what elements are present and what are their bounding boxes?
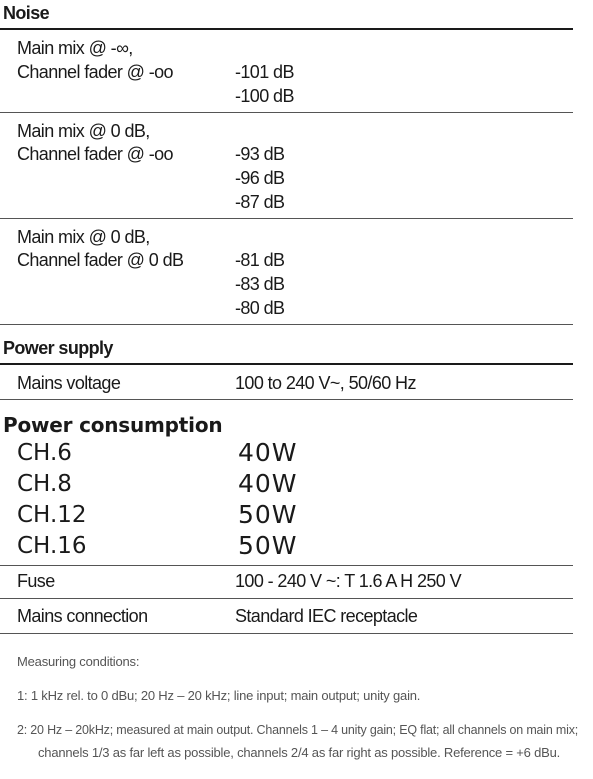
noise-section-title: Noise <box>3 3 50 23</box>
watts-value-ch16: 50W <box>238 531 298 560</box>
noise-group-1-value-2: -100 dB <box>235 86 294 106</box>
noise-group-1-label-2: Channel fader @ -oo <box>17 62 173 82</box>
fuse-label: Fuse <box>17 571 55 591</box>
divider <box>0 28 573 30</box>
noise-group-2-value-3: -87 dB <box>235 192 285 212</box>
divider <box>0 399 573 400</box>
footnote-2-line-2: channels 1/3 as far left as possible, channels 2/4 as far right as possible. Reference = +6 dBu. <box>38 745 561 760</box>
divider <box>0 565 573 566</box>
divider <box>0 112 573 113</box>
footnote-1: 1: 1 kHz rel. to 0 dBu; 20 Hz – 20 kHz; line input; main output; unity gain. <box>17 688 421 703</box>
watts-value-ch8: 40W <box>238 469 298 498</box>
channel-label-ch12: CH.12 <box>17 502 87 528</box>
mains-connection-label: Mains connection <box>17 606 148 626</box>
channel-label-ch6: CH.6 <box>17 440 72 466</box>
divider <box>0 363 573 365</box>
noise-group-3-value-3: -80 dB <box>235 298 285 318</box>
noise-group-1-value-1: -101 dB <box>235 62 294 82</box>
mains-voltage-value: 100 to 240 V~, 50/60 Hz <box>235 373 416 393</box>
divider <box>0 324 573 325</box>
measuring-conditions-heading: Measuring conditions: <box>17 654 140 669</box>
fuse-value: 100 - 240 V ~: T 1.6 A H 250 V <box>235 571 462 591</box>
noise-group-2-value-1: -93 dB <box>235 144 285 164</box>
watts-value-ch12: 50W <box>238 500 298 529</box>
noise-group-3-label-1: Main mix @ 0 dB, <box>17 227 150 247</box>
noise-group-3-value-2: -83 dB <box>235 274 285 294</box>
noise-group-3-value-1: -81 dB <box>235 250 285 270</box>
divider <box>0 598 573 599</box>
mains-voltage-label: Mains voltage <box>17 373 121 393</box>
watts-value-ch6: 40W <box>238 438 298 467</box>
mains-connection-value: Standard IEC receptacle <box>235 606 418 626</box>
noise-group-1-label-1: Main mix @ -∞, <box>17 38 133 58</box>
channel-label-ch8: CH.8 <box>17 471 72 497</box>
noise-group-3-label-2: Channel fader @ 0 dB <box>17 250 184 270</box>
footnote-2-line-1: 2: 20 Hz – 20kHz; measured at main output. Channels 1 – 4 unity gain; EQ flat; all channels on main mix; <box>17 722 579 737</box>
divider <box>0 633 573 634</box>
divider <box>0 218 573 219</box>
noise-group-2-label-1: Main mix @ 0 dB, <box>17 121 150 141</box>
noise-group-2-label-2: Channel fader @ -oo <box>17 144 173 164</box>
power-supply-section-title: Power supply <box>3 338 113 358</box>
noise-group-2-value-2: -96 dB <box>235 168 285 188</box>
power-consumption-title: Power consumption <box>3 413 223 437</box>
channel-label-ch16: CH.16 <box>17 533 87 559</box>
